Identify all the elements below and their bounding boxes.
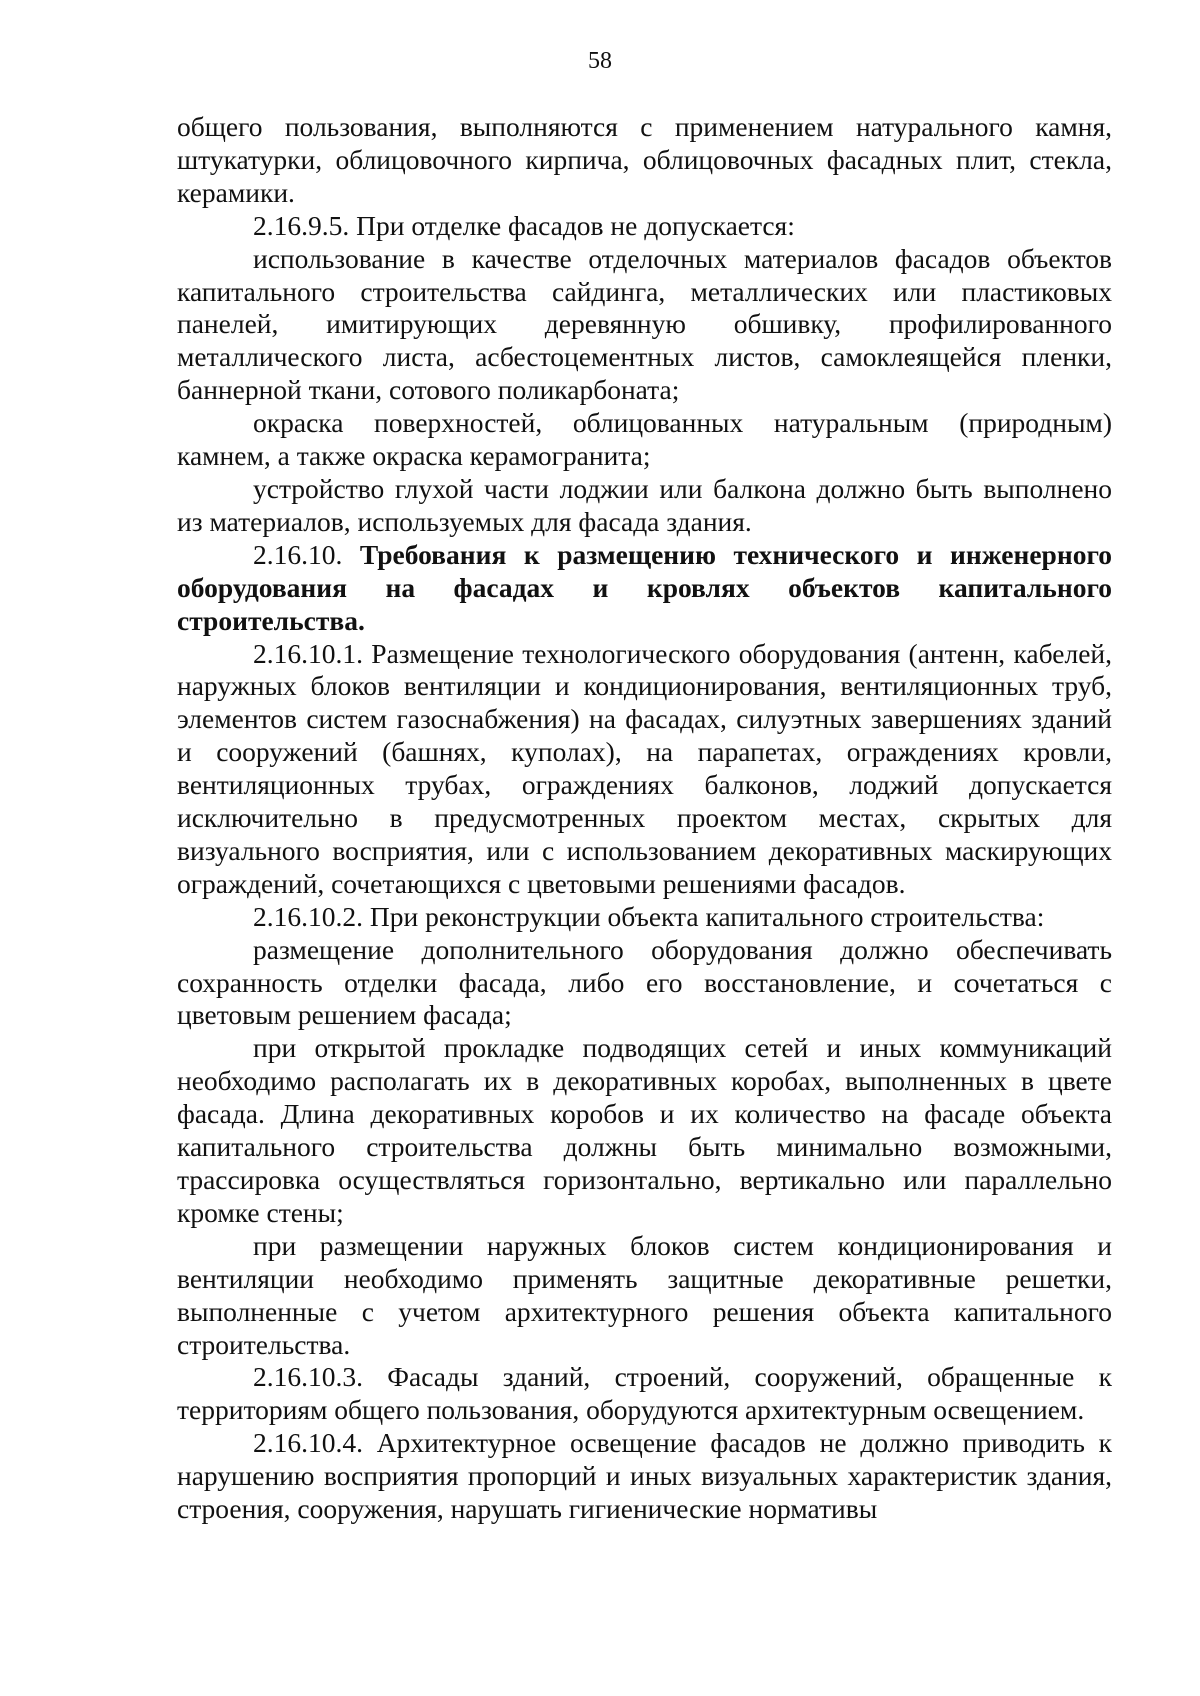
section-heading-2-16-10 [177, 539, 1112, 638]
paragraph-clause-2-16-10-3: 2.16.10.3. Фасады зданий, строений, сооружений, обращенные к территориям общего пользования, оборудуются архитектурным освещением. [177, 1361, 1112, 1426]
paragraph-clause-2-16-10-4: 2.16.10.4. Архитектурное освещение фасадов не должно приводить к нарушению восприятия пропорций и иных визуальных характеристик здания, строения, сооружения, нарушать гигиенические нормативы [177, 1427, 1112, 1525]
paragraph-prohibited-materials: использование в качестве отделочных материалов фасадов объектов капитального строительства сайдинга, металлических или пластиковых панелей, имитирующих деревянную обшивку, профилированного металлического листа, асбестоцементных листов, самоклеящейся пленки, баннерной ткани, сотового поликарбоната; [177, 242, 1112, 406]
paragraph-open-laying-networks: при открытой прокладке подводящих сетей и иных коммуникаций необходимо располагать их в декоративных коробах, выполненных в цвете фасада. Длина декоративных коробов и их количество на фасаде объекта капитального строительства должны быть минимально возможными, трассировка осуществляться горизонтально, вертикально или параллельно кромке стены; [177, 1032, 1112, 1228]
section-number: 2.16.10. [253, 538, 343, 570]
paragraph-loggia-construction: устройство глухой части лоджии или балкона должно быть выполнено из материалов, используемых для фасада здания. [177, 472, 1112, 537]
paragraph-clause-2-16-9-5: 2.16.9.5. При отделке фасадов не допускается: [253, 209, 795, 241]
paragraph-additional-equipment: размещение дополнительного оборудования должно обеспечивать сохранность отделки фасада, либо его восстановление, и сочетаться с цветовым решением фасада; [177, 933, 1112, 1031]
paragraph-surface-painting: окраска поверхностей, облицованных натуральным (природным) камнем, а также окраска керамогранита; [177, 407, 1112, 472]
paragraph-clause-2-16-10-1: 2.16.10.1. Размещение технологического оборудования (антенн, кабелей, наружных блоков вентиляции и кондиционирования, вентиляционных труб, элементов систем газоснабжения) на фасадах, силуэтных завершениях зданий и сооружений (башнях, куполах), на парапетах, ограждениях кровли, вентиляционных трубах, ограждениях балконов, лоджий допускается исключительно в предусмотренных проектом местах, скрытых для визуального восприятия, или с использованием декоративных маскирующих ограждений, сочетающихся с цветовыми решениями фасадов. [177, 637, 1112, 899]
paragraph-clause-2-16-10-2: 2.16.10.2. При реконструкции объекта капитального строительства: [253, 900, 1045, 932]
paragraph-air-conditioning-units: при размещении наружных блоков систем кондиционирования и вентиляции необходимо применять защитные декоративные решетки, выполненные с учетом архитектурного решения объекта капитального строительства. [177, 1229, 1112, 1360]
document-body [177, 111, 1112, 1526]
page-number: 58 [588, 48, 612, 74]
paragraph-continuation: общего пользования, выполняются с применением натурального камня, штукатурки, облицовочного кирпича, облицовочных фасадных плит, стекла, керамики. [177, 111, 1112, 208]
section-title: Требования к размещению технического и инженерного оборудования на фасадах и кровлях объектов капитального строительства. [177, 538, 1112, 636]
